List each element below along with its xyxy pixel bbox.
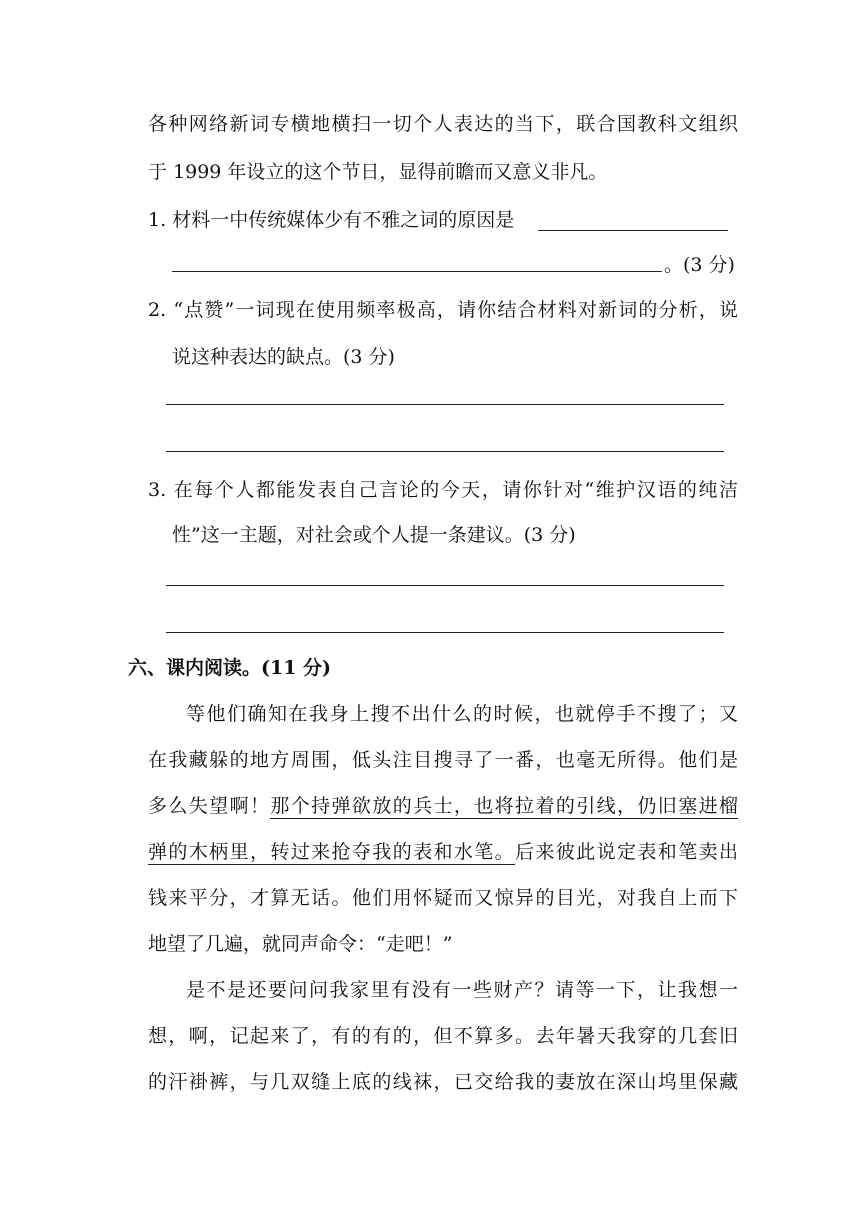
passage-line: 想，啊，记起来了，有的有的，但不算多。去年暑天我穿的几套旧 (148, 1025, 738, 1047)
question-1 (148, 208, 738, 232)
intro-line-2: 于 1999 年设立的这个节日，显得前瞻而又意义非凡。 (148, 161, 608, 183)
question-3 (148, 478, 738, 502)
answer-blank[interactable] (538, 230, 728, 231)
passage-text: 多么失望啊！ (148, 795, 271, 817)
question-number: 1. (148, 209, 167, 231)
question-2 (148, 298, 738, 322)
question-2-line-2: 说这种表达的缺点。(3 分) (172, 346, 395, 368)
passage-line: 在我藏躲的地方周围，低头注目搜寻了一番，也毫无所得。他们是 (148, 749, 738, 771)
intro-line-1: 各种网络新词专横地横扫一切个人表达的当下，联合国教科文组织 (148, 113, 738, 135)
question-text: 材料一中传统媒体少有不雅之词的原因是 (172, 209, 515, 231)
answer-line[interactable] (166, 585, 724, 586)
passage-line (148, 794, 738, 818)
question-text: 在每个人都能发表自己言论的今天，请你针对“维护汉语的纯洁 (173, 479, 739, 501)
passage-text: 后来彼此说定表和笔卖出 (515, 841, 738, 863)
passage-line: 等他们确知在我身上搜不出什么的时候，也就停手不搜了；又 (186, 703, 738, 725)
underlined-sentence: 那个持弹欲放的兵士，也将拉着的引线，仍旧塞进榴 (270, 795, 738, 817)
passage-line: 地望了几遍，就同声命令：“走吧！” (148, 933, 453, 955)
passage-line (148, 840, 738, 864)
question-text: “点赞”一词现在使用频率极高，请你结合材料对新词的分析，说 (173, 299, 738, 321)
passage-line: 是不是还要问问我家里有没有一些财产？请等一下，让我想一 (186, 979, 738, 1001)
passage-line: 的汗褂裤，与几双缝上底的线袜，已交给我的妻放在深山坞里保藏 (148, 1071, 738, 1093)
answer-line[interactable] (166, 451, 724, 452)
answer-blank[interactable] (172, 271, 662, 272)
answer-line[interactable] (166, 404, 724, 405)
section-heading: 六、课内阅读。(11 分) (128, 657, 332, 679)
question-number: 2. (148, 299, 167, 321)
passage-line: 钱来平分，才算无话。他们用怀疑而又惊异的目光，对我自上而下 (148, 887, 738, 909)
answer-line[interactable] (166, 632, 724, 633)
underlined-sentence: 弹的木柄里，转过来抢夺我的表和水笔。 (148, 841, 516, 863)
question-number: 3. (148, 479, 167, 501)
question-score: 。(3 分) (664, 254, 735, 276)
question-3-line-2: 性”这一主题，对社会或个人提一条建议。(3 分) (172, 524, 576, 546)
